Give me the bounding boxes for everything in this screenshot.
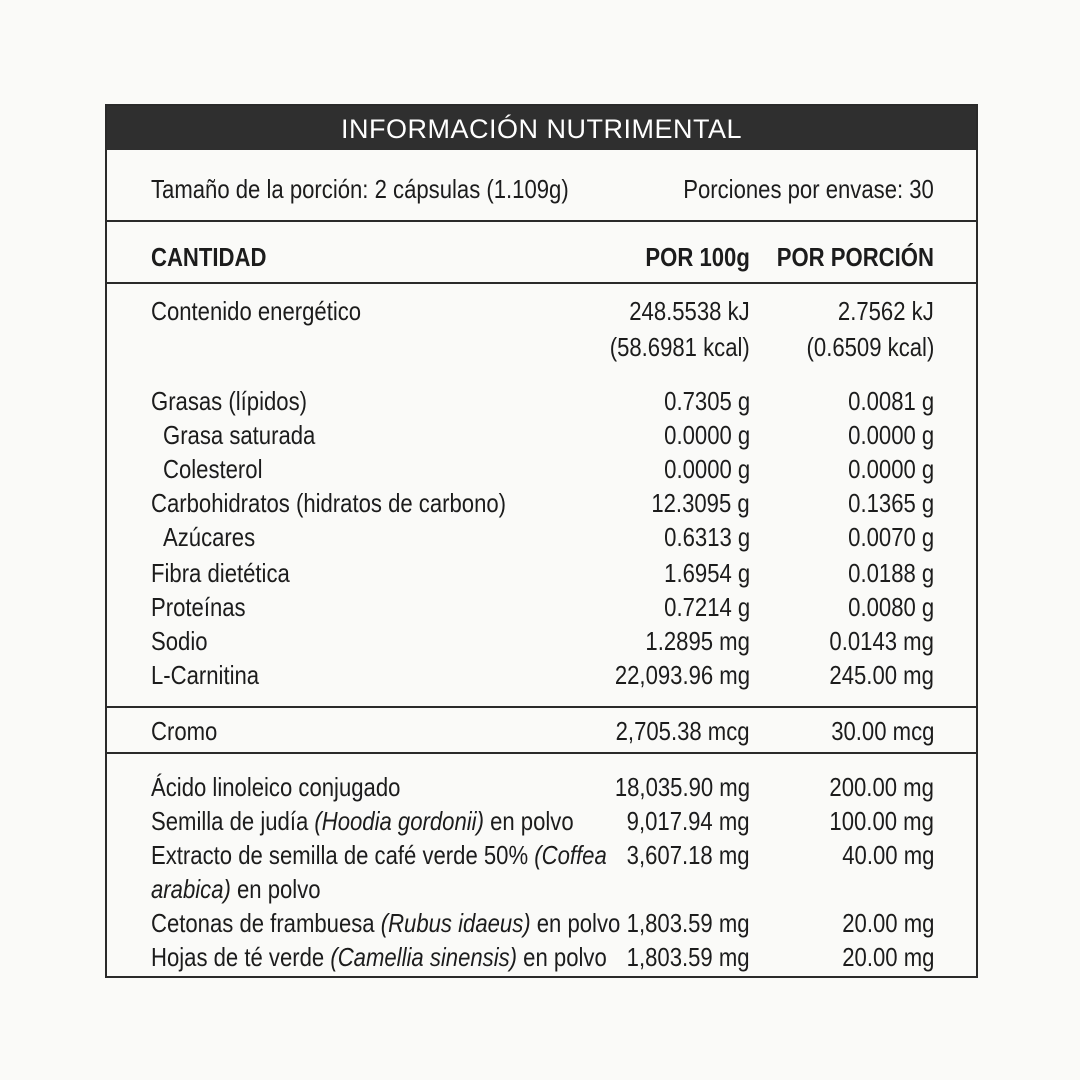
column-header-per-serving: POR PORCIÓN bbox=[776, 242, 934, 272]
energy-per-100g-kj: 248.5538 kJ bbox=[629, 296, 750, 326]
divider bbox=[107, 752, 976, 754]
nutrient-label: Sodio bbox=[151, 626, 208, 656]
nutrient-per-serving: 0.0080 g bbox=[847, 592, 934, 622]
ingredient-per-100g: 18,035.90 mg bbox=[614, 772, 750, 802]
nutrient-per-serving: 0.0143 mg bbox=[829, 626, 934, 656]
energy-per-100g-kcal: (58.6981 kcal) bbox=[609, 332, 750, 362]
ingredient-label: Semilla de judía (Hoodia gordonii) en polvo bbox=[151, 806, 574, 836]
divider bbox=[107, 282, 976, 284]
divider bbox=[107, 706, 976, 708]
energy-label: Contenido energético bbox=[151, 296, 362, 326]
nutrient-label: Colesterol bbox=[163, 454, 263, 484]
nutrient-per-100g: 12.3095 g bbox=[651, 488, 750, 518]
serving-size: Tamaño de la porción: 2 cápsulas (1.109g) bbox=[151, 174, 569, 204]
nutrient-per-100g: 1.2895 mg bbox=[645, 626, 750, 656]
nutrient-per-serving: 0.0000 g bbox=[847, 454, 934, 484]
ingredient-per-serving: 200.00 mg bbox=[829, 772, 934, 802]
ingredient-label: Extracto de semilla de café verde 50% (Coffea bbox=[151, 840, 607, 870]
nutrient-label: Fibra dietética bbox=[151, 558, 290, 588]
nutrient-per-serving: 0.0070 g bbox=[847, 522, 934, 552]
divider bbox=[107, 220, 976, 222]
mineral-per-serving: 30.00 mcg bbox=[830, 716, 934, 746]
column-header-quantity: CANTIDAD bbox=[151, 242, 267, 272]
nutrient-per-serving: 245.00 mg bbox=[829, 660, 934, 690]
nutrient-per-100g: 0.0000 g bbox=[663, 420, 750, 450]
ingredient-label-continued: arabica) en polvo bbox=[151, 874, 321, 904]
nutrient-label: Carbohidratos (hidratos de carbono) bbox=[151, 488, 507, 518]
servings-per-container: Porciones por envase: 30 bbox=[683, 174, 934, 204]
nutrient-label: Azúcares bbox=[163, 522, 256, 552]
mineral-per-100g: 2,705.38 mcg bbox=[616, 716, 750, 746]
ingredient-per-serving: 20.00 mg bbox=[841, 908, 934, 938]
nutrient-per-100g: 1.6954 g bbox=[663, 558, 750, 588]
ingredient-per-100g: 1,803.59 mg bbox=[627, 942, 750, 972]
nutrient-per-serving: 0.0000 g bbox=[847, 420, 934, 450]
nutrient-per-100g: 0.7305 g bbox=[663, 386, 750, 416]
column-header-per-100g: POR 100g bbox=[645, 242, 750, 272]
nutrient-per-serving: 0.0081 g bbox=[847, 386, 934, 416]
ingredient-per-serving: 20.00 mg bbox=[841, 942, 934, 972]
nutrient-per-serving: 0.0188 g bbox=[847, 558, 934, 588]
nutrient-per-100g: 0.7214 g bbox=[663, 592, 750, 622]
ingredient-label: Hojas de té verde (Camellia sinensis) en polvo bbox=[151, 942, 607, 972]
nutrient-label: L-Carnitina bbox=[151, 660, 260, 690]
nutrient-per-100g: 0.0000 g bbox=[663, 454, 750, 484]
ingredient-label: Ácido linoleico conjugado bbox=[151, 772, 401, 802]
nutrition-facts-panel bbox=[105, 104, 978, 978]
mineral-label: Cromo bbox=[151, 716, 218, 746]
ingredient-per-100g: 3,607.18 mg bbox=[627, 840, 750, 870]
nutrient-per-100g: 22,093.96 mg bbox=[614, 660, 750, 690]
panel-title: INFORMACIÓN NUTRIMENTAL bbox=[107, 106, 976, 150]
nutrient-per-100g: 0.6313 g bbox=[663, 522, 750, 552]
ingredient-per-100g: 9,017.94 mg bbox=[627, 806, 750, 836]
nutrient-per-serving: 0.1365 g bbox=[847, 488, 934, 518]
ingredient-per-serving: 40.00 mg bbox=[841, 840, 934, 870]
nutrient-label: Proteínas bbox=[151, 592, 246, 622]
energy-per-serving-kj: 2.7562 kJ bbox=[838, 296, 934, 326]
ingredient-per-100g: 1,803.59 mg bbox=[627, 908, 750, 938]
energy-per-serving-kcal: (0.6509 kcal) bbox=[806, 332, 934, 362]
nutrient-label: Grasa saturada bbox=[163, 420, 316, 450]
ingredient-per-serving: 100.00 mg bbox=[829, 806, 934, 836]
ingredient-label: Cetonas de frambuesa (Rubus idaeus) en polvo bbox=[151, 908, 621, 938]
nutrient-label: Grasas (lípidos) bbox=[151, 386, 307, 416]
